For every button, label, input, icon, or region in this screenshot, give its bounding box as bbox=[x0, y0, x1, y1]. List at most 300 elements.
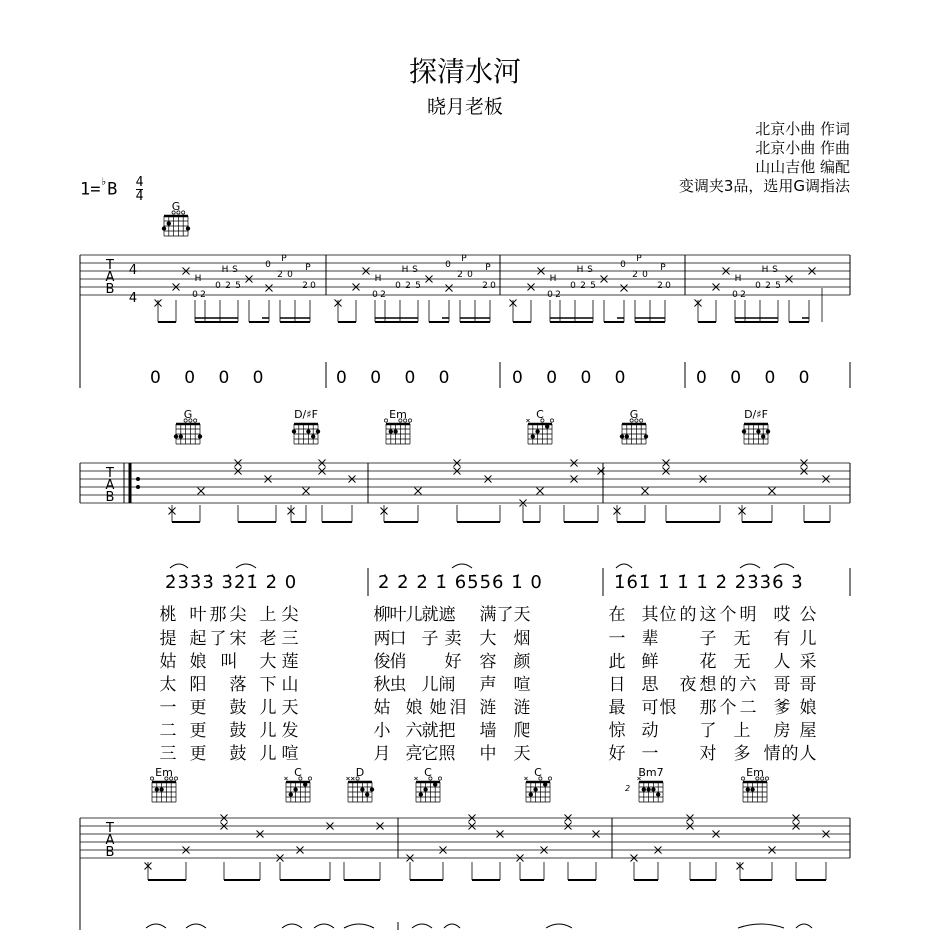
lyric-char: 烟 bbox=[513, 629, 531, 649]
lyric-char: 亮 bbox=[405, 744, 423, 764]
lyric-char: 墙 bbox=[479, 721, 497, 741]
lyric-char: 娘 bbox=[799, 698, 817, 718]
lyric-char: 对 bbox=[699, 744, 717, 764]
lyric-char: 了 bbox=[699, 721, 717, 741]
lyric-char: 哥 bbox=[773, 675, 791, 695]
tab-fret: 2 bbox=[657, 281, 663, 291]
tab-fret: 2 bbox=[580, 281, 586, 291]
lyric-char: 桃 bbox=[159, 605, 177, 625]
lyric-char: 上 bbox=[733, 721, 751, 741]
lyric-char: 三 bbox=[281, 629, 299, 649]
intro-time-bottom: 4 bbox=[128, 291, 138, 306]
lyric-char: 了 bbox=[209, 629, 227, 649]
lyric-char: 她 bbox=[429, 698, 447, 718]
chord-diagram-dot bbox=[625, 434, 629, 438]
chord-diagram-open bbox=[548, 777, 551, 780]
tab-tech-hammer: H bbox=[734, 274, 742, 284]
lyric-char: 起 bbox=[189, 629, 207, 649]
lyric-char: 情 bbox=[763, 744, 781, 764]
chord-label-s2-1: G bbox=[183, 408, 193, 421]
lyric-char: 在 bbox=[608, 605, 626, 625]
tab-letter-a: A bbox=[105, 270, 115, 285]
tab-fret: 2 bbox=[200, 290, 206, 300]
lyric-char: 闹 bbox=[438, 675, 456, 695]
tab-letter-b: B bbox=[105, 490, 115, 505]
credit-composer: 北京小曲 作曲 bbox=[755, 139, 850, 157]
tab-fret: 5 bbox=[235, 281, 241, 291]
tab-tech-slide: S bbox=[232, 265, 238, 275]
tab-tech-hammer: H bbox=[194, 274, 202, 284]
credit-capo: 变调夹3品，选用G调指法 bbox=[678, 177, 850, 195]
chord-diagram-dot bbox=[756, 429, 760, 433]
lyric-char: 泪 bbox=[449, 698, 467, 718]
chord-diagram-dot bbox=[393, 429, 397, 433]
song-subtitle: 晓月老板 bbox=[426, 96, 503, 118]
chord-label-s3-6: Bm7 bbox=[638, 766, 664, 779]
chord-diagram-dot bbox=[620, 434, 624, 438]
lyric-char: 老 bbox=[259, 629, 277, 649]
tab-fret: 0 bbox=[642, 270, 648, 280]
lyric-char: 天 bbox=[513, 744, 531, 764]
lyric-char: 鼓 bbox=[229, 744, 247, 764]
tab-fret: 2 bbox=[405, 281, 411, 291]
lyric-char: 宋 bbox=[229, 629, 247, 649]
chord-diagram-open bbox=[194, 419, 197, 422]
tab-letter-t: T bbox=[106, 466, 114, 481]
slur bbox=[282, 924, 302, 928]
lyric-char: 的 bbox=[781, 744, 799, 764]
chord-diagram-open bbox=[182, 211, 185, 214]
slur bbox=[740, 564, 760, 568]
lyric-char: 中 bbox=[479, 744, 497, 764]
lyric-char: 喧 bbox=[281, 744, 299, 764]
lyric-char: 颜 bbox=[513, 652, 531, 672]
chord-diagram-dot bbox=[162, 226, 166, 230]
tab-tech-pull: P bbox=[461, 254, 467, 264]
lyric-char: 思 bbox=[641, 675, 659, 695]
lyric-char: 提 bbox=[159, 629, 177, 649]
tab-fret: 2 bbox=[740, 290, 746, 300]
lyric-char: 容 bbox=[479, 652, 497, 672]
lyric-char: 照 bbox=[438, 744, 456, 764]
lyric-char: 秋 bbox=[373, 675, 391, 695]
lyric-char: 子 bbox=[699, 629, 717, 649]
lyric-char: 下 bbox=[259, 675, 277, 695]
chord-diagram-dot bbox=[179, 434, 183, 438]
slur bbox=[170, 564, 188, 568]
lyric-char: 哎 bbox=[773, 605, 791, 625]
chord-diagram-open bbox=[765, 777, 768, 780]
lyric-char: 月 bbox=[373, 744, 391, 764]
tab-tech-hammer: H bbox=[761, 265, 769, 275]
lyric-char: 天 bbox=[513, 605, 531, 625]
lyric-char: 辈 bbox=[641, 629, 659, 649]
chord-diagram-dot bbox=[303, 782, 307, 786]
lyric-char: 夜 bbox=[679, 675, 697, 695]
chord-diagram-open bbox=[408, 419, 411, 422]
tab-fret: 0 bbox=[395, 281, 401, 291]
tab-letter-t: T bbox=[106, 258, 114, 273]
slur bbox=[344, 924, 374, 928]
tab-fret: 0 bbox=[372, 290, 378, 300]
tab-tech-pull: P bbox=[305, 263, 311, 273]
chord-diagram-dot bbox=[651, 787, 655, 791]
chord-diagram-dot bbox=[198, 434, 202, 438]
tab-letter-a: A bbox=[105, 478, 115, 493]
lyric-char: 大 bbox=[259, 652, 277, 672]
slur bbox=[444, 924, 460, 928]
lyric-char: 尖 bbox=[281, 605, 299, 625]
lyric-char: 花 bbox=[699, 652, 717, 672]
lyric-char: 想 bbox=[699, 675, 717, 695]
chord-diagram-dot bbox=[545, 424, 549, 428]
chord-diagram-dot bbox=[533, 787, 537, 791]
tab-fret: 0 bbox=[445, 260, 451, 270]
lyric-char: 鼓 bbox=[229, 698, 247, 718]
lyric-char: 个 bbox=[719, 605, 737, 625]
lyric-char: 遮 bbox=[438, 605, 456, 625]
tab-fret: 0 bbox=[490, 281, 496, 291]
tab-fret: 2 bbox=[457, 270, 463, 280]
chord-label-s2-5: G bbox=[629, 408, 639, 421]
tab-fret: 0 bbox=[265, 260, 271, 270]
tab-letter-b: B bbox=[105, 282, 115, 297]
tab-tech-pull: P bbox=[281, 254, 287, 264]
tab-fret: 2 bbox=[555, 290, 561, 300]
notation-measure-3: 1̇6̇1̇ 1̇ 1̇ 1̇ 2̇ 2̇3̇3̇6̇ 3̇ bbox=[614, 572, 804, 593]
lyric-char: 更 bbox=[189, 721, 207, 741]
lyric-char: 虫 bbox=[389, 675, 407, 695]
lyric-char: 一 bbox=[641, 744, 659, 764]
lyric-char: 三 bbox=[159, 744, 177, 764]
key-note: B bbox=[107, 179, 118, 200]
chord-diagram-dot bbox=[167, 221, 171, 225]
lyric-char: 个 bbox=[719, 698, 737, 718]
tab-fret: 0 bbox=[192, 290, 198, 300]
chord-diagram-dot bbox=[306, 429, 310, 433]
tab-fret: 0 bbox=[467, 270, 473, 280]
lyric-char: 恨 bbox=[659, 698, 677, 718]
chord-label-s2-3: Em bbox=[389, 408, 407, 421]
lyric-char: 阳 bbox=[189, 675, 207, 695]
lyric-char: 就 bbox=[421, 721, 439, 741]
lyric-char: 位 bbox=[659, 605, 677, 625]
lyric-char: 六 bbox=[405, 721, 423, 741]
slur bbox=[146, 924, 166, 928]
lyric-char: 人 bbox=[799, 744, 817, 764]
lyric-char: 儿 bbox=[799, 629, 817, 649]
lyric-char: 落 bbox=[229, 675, 247, 695]
chord-diagram-dot bbox=[186, 226, 190, 230]
tab-fret: 0 bbox=[755, 281, 761, 291]
lyric-char: 爹 bbox=[773, 698, 791, 718]
tab-letter-t: T bbox=[106, 821, 114, 836]
lyric-char: 无 bbox=[733, 652, 751, 672]
tab-letter-b: B bbox=[105, 845, 115, 860]
key-prefix: 1= bbox=[80, 179, 101, 200]
lyric-char: 好 bbox=[608, 744, 626, 764]
tab-tech-hammer: H bbox=[576, 265, 584, 275]
tab-tech-slide: S bbox=[412, 265, 418, 275]
chord-diagram-dot bbox=[531, 434, 535, 438]
intro-time-top: 4 bbox=[128, 263, 138, 278]
lyric-char: 尖 bbox=[229, 605, 247, 625]
tab-fret: 2 bbox=[765, 281, 771, 291]
chord-diagram-dot bbox=[646, 787, 650, 791]
chord-diagram-dot bbox=[642, 787, 646, 791]
lyric-char: 声 bbox=[479, 675, 497, 695]
lyric-char: 人 bbox=[773, 652, 791, 672]
chord-diagram-open bbox=[550, 419, 553, 422]
credit-arranger: 山山吉他 编配 bbox=[755, 158, 850, 176]
lyric-char: 动 bbox=[641, 721, 659, 741]
lyric-char: 儿 bbox=[421, 675, 439, 695]
lyric-char: 发 bbox=[281, 721, 299, 741]
lyric-char: 二 bbox=[739, 698, 757, 718]
tab-tech-hammer: H bbox=[221, 265, 229, 275]
chord-label-s3-3: D bbox=[355, 766, 365, 779]
time-bottom: 4 bbox=[135, 189, 144, 204]
chord-diagram-open bbox=[174, 777, 177, 780]
slur bbox=[452, 564, 472, 568]
lyric-char: 俊 bbox=[373, 652, 391, 672]
tab-fret: 0 bbox=[665, 281, 671, 291]
intro-rests-m1: 0 0 0 0 bbox=[150, 368, 264, 388]
chord-diagram-dot bbox=[159, 787, 163, 791]
tab-tech-hammer: H bbox=[374, 274, 382, 284]
tab-fret: 2 bbox=[482, 281, 488, 291]
chord-diagram-dot bbox=[419, 792, 423, 796]
chord-label-s2-4: C bbox=[536, 408, 544, 421]
tab-fret: 5 bbox=[590, 281, 596, 291]
slur bbox=[546, 924, 572, 928]
tab-fret: 0 bbox=[732, 290, 738, 300]
repeat-dot bbox=[136, 477, 140, 481]
lyric-char: 柳 bbox=[373, 605, 391, 625]
lyric-char: 其 bbox=[641, 605, 659, 625]
lyric-char: 更 bbox=[189, 744, 207, 764]
chord-diagram-dot bbox=[543, 782, 547, 786]
tab-fret: 0 bbox=[215, 281, 221, 291]
tab-tech-slide: S bbox=[587, 265, 593, 275]
lyric-char: 鼓 bbox=[229, 721, 247, 741]
key-flat: ♭ bbox=[100, 174, 108, 188]
tab-tech-pull: P bbox=[485, 263, 491, 273]
chord-diagram-dot bbox=[761, 434, 765, 438]
lyric-char: 子 bbox=[421, 629, 439, 649]
tab-tech-hammer: H bbox=[401, 265, 409, 275]
chord-label-s2-2: D/♯F bbox=[294, 408, 318, 421]
slur bbox=[314, 924, 334, 928]
lyric-char: 日 bbox=[608, 675, 626, 695]
lyric-char: 姑 bbox=[159, 652, 177, 672]
lyric-char: 娘 bbox=[189, 652, 207, 672]
chord-diagram-dot bbox=[766, 429, 770, 433]
time-top: 4 bbox=[135, 175, 144, 190]
chord-diagram-dot bbox=[292, 429, 296, 433]
chord-diagram-dot bbox=[656, 792, 660, 796]
lyric-char: 天 bbox=[281, 698, 299, 718]
tab-fret: 0 bbox=[570, 281, 576, 291]
lyric-char: 姑 bbox=[373, 698, 391, 718]
chord-diagram-dot bbox=[174, 434, 178, 438]
chord-diagram-dot bbox=[750, 787, 754, 791]
lyric-char: 两 bbox=[373, 629, 391, 649]
chord-diagram-dot bbox=[155, 787, 159, 791]
lyric-char: 叶 bbox=[389, 605, 407, 625]
lyric-char: 房 bbox=[773, 721, 791, 741]
lyric-char: 小 bbox=[373, 721, 391, 741]
slur bbox=[774, 564, 794, 568]
chord-diagram-open bbox=[438, 777, 441, 780]
slur bbox=[796, 924, 812, 928]
chord-diagram-dot bbox=[311, 434, 315, 438]
chord-diagram-dot bbox=[433, 782, 437, 786]
lyric-char: 叶 bbox=[189, 605, 207, 625]
chord-label-s3-5: C bbox=[534, 766, 542, 779]
lyric-char: 屋 bbox=[799, 721, 817, 741]
lyric-char: 更 bbox=[189, 698, 207, 718]
intro-rests-m2: 0 0 0 0 bbox=[336, 368, 450, 388]
chord-diagram-dot bbox=[293, 787, 297, 791]
lyric-char: 儿 bbox=[259, 744, 277, 764]
slur bbox=[186, 924, 206, 928]
bm7-fret-marker: 2 bbox=[625, 784, 631, 793]
credit-lyricist: 北京小曲 作词 bbox=[755, 120, 850, 138]
lyric-char: 莲 bbox=[281, 652, 299, 672]
lyric-char: 口 bbox=[389, 629, 407, 649]
lyric-char: 的 bbox=[719, 675, 737, 695]
lyric-char: 太 bbox=[159, 675, 177, 695]
slur bbox=[236, 564, 256, 568]
chord-label-intro-g: G bbox=[171, 200, 181, 213]
lyric-char: 一 bbox=[159, 698, 177, 718]
lyric-char: 哥 bbox=[799, 675, 817, 695]
lyric-char: 大 bbox=[479, 629, 497, 649]
chord-diagram-dot bbox=[742, 429, 746, 433]
lyric-char: 叫 bbox=[220, 652, 238, 672]
tab-fret: 2 bbox=[302, 281, 308, 291]
lyric-char: 此 bbox=[608, 652, 626, 672]
chord-diagram-open bbox=[308, 777, 311, 780]
tab-fret: 2 bbox=[277, 270, 283, 280]
lyric-char: 儿 bbox=[259, 698, 277, 718]
chord-diagram-dot bbox=[360, 787, 364, 791]
chord-label-s3-4: C bbox=[424, 766, 432, 779]
tab-fret: 0 bbox=[547, 290, 553, 300]
tab-tech-pull: P bbox=[660, 263, 666, 273]
chord-diagram-dot bbox=[423, 787, 427, 791]
intro-rests-m4: 0 0 0 0 bbox=[696, 368, 810, 388]
lyric-char: 它 bbox=[421, 744, 439, 764]
chord-diagram-dot bbox=[535, 429, 539, 433]
lyric-char: 儿 bbox=[405, 605, 423, 625]
lyric-char: 喧 bbox=[513, 675, 531, 695]
chord-diagram-dot bbox=[370, 787, 374, 791]
chord-diagram-open bbox=[150, 777, 153, 780]
notation-measure-1: 2̇3̇3̇3̇ 3̇2̇1̇ 2̇ 0 bbox=[165, 572, 298, 593]
chord-diagram-dot bbox=[316, 429, 320, 433]
repeat-dot bbox=[136, 485, 140, 489]
chord-label-s2-6: D/♯F bbox=[744, 408, 768, 421]
chord-diagram-open bbox=[640, 419, 643, 422]
lyric-char: 二 bbox=[159, 721, 177, 741]
lyric-char: 娘 bbox=[405, 698, 423, 718]
lyric-char: 惊 bbox=[608, 721, 626, 741]
lyric-char: 涟 bbox=[513, 698, 531, 718]
chord-diagram-open bbox=[741, 777, 744, 780]
chord-diagram-dot bbox=[644, 434, 648, 438]
lyric-char: 一 bbox=[608, 629, 626, 649]
notation-measure-2: 2̇ 2̇ 2̇ 1̇ 6̇5̇5̇6̇ 1̇ 0 bbox=[378, 572, 543, 593]
tab-tech-pull: P bbox=[636, 254, 642, 264]
lyric-char: 涟 bbox=[479, 698, 497, 718]
tab-tech-hammer: H bbox=[549, 274, 557, 284]
lyric-char: 无 bbox=[733, 629, 751, 649]
lyric-char: 满 bbox=[479, 605, 497, 625]
lyric-char: 多 bbox=[733, 744, 751, 764]
chord-diagram-open bbox=[384, 419, 387, 422]
lyric-char: 就 bbox=[421, 605, 439, 625]
chord-diagram-dot bbox=[529, 792, 533, 796]
lyric-char: 有 bbox=[773, 629, 791, 649]
lyric-char: 儿 bbox=[259, 721, 277, 741]
chord-diagram-dot bbox=[746, 787, 750, 791]
chord-label-s3-2: C bbox=[294, 766, 302, 779]
lyric-char: 上 bbox=[259, 605, 277, 625]
lyric-char: 明 bbox=[739, 605, 757, 625]
tab-fret: 0 bbox=[287, 270, 293, 280]
lyric-char: 那 bbox=[699, 698, 717, 718]
chord-label-s3-7: Em bbox=[746, 766, 764, 779]
tab-fret: 5 bbox=[775, 281, 781, 291]
tab-fret: 0 bbox=[620, 260, 626, 270]
lyric-char: 爬 bbox=[513, 721, 531, 741]
lyric-char: 公 bbox=[799, 605, 817, 625]
lyric-char: 的 bbox=[679, 605, 697, 625]
tab-tech-slide: S bbox=[772, 265, 778, 275]
lyric-char: 好 bbox=[444, 652, 462, 672]
lyric-char: 最 bbox=[608, 698, 626, 718]
lyric-char: 可 bbox=[641, 698, 659, 718]
tab-fret: 0 bbox=[310, 281, 316, 291]
lyric-char: 那 bbox=[209, 605, 227, 625]
tab-fret: 2 bbox=[225, 281, 231, 291]
chord-diagram-dot bbox=[389, 429, 393, 433]
tab-fret: 2 bbox=[632, 270, 638, 280]
lyric-char: 这 bbox=[699, 605, 717, 625]
chord-label-s3-1: Em bbox=[155, 766, 173, 779]
lyric-char: 采 bbox=[799, 652, 817, 672]
slur bbox=[412, 924, 432, 928]
lyric-char: 山 bbox=[281, 675, 299, 695]
lyric-char: 俏 bbox=[389, 652, 407, 672]
chord-diagram-dot bbox=[365, 792, 369, 796]
intro-rests-m3: 0 0 0 0 bbox=[512, 368, 626, 388]
lyric-char: 把 bbox=[438, 721, 456, 741]
chord-diagram-dot bbox=[289, 792, 293, 796]
lyric-char: 六 bbox=[739, 675, 757, 695]
tab-fret: 5 bbox=[415, 281, 421, 291]
tab-letter-a: A bbox=[105, 833, 115, 848]
song-title: 探清水河 bbox=[408, 55, 521, 88]
lyric-char: 了 bbox=[496, 605, 514, 625]
tab-fret: 2 bbox=[380, 290, 386, 300]
lyric-char: 鲜 bbox=[641, 652, 659, 672]
slur bbox=[616, 564, 632, 568]
lyric-char: 卖 bbox=[444, 629, 462, 649]
slur bbox=[738, 924, 784, 928]
